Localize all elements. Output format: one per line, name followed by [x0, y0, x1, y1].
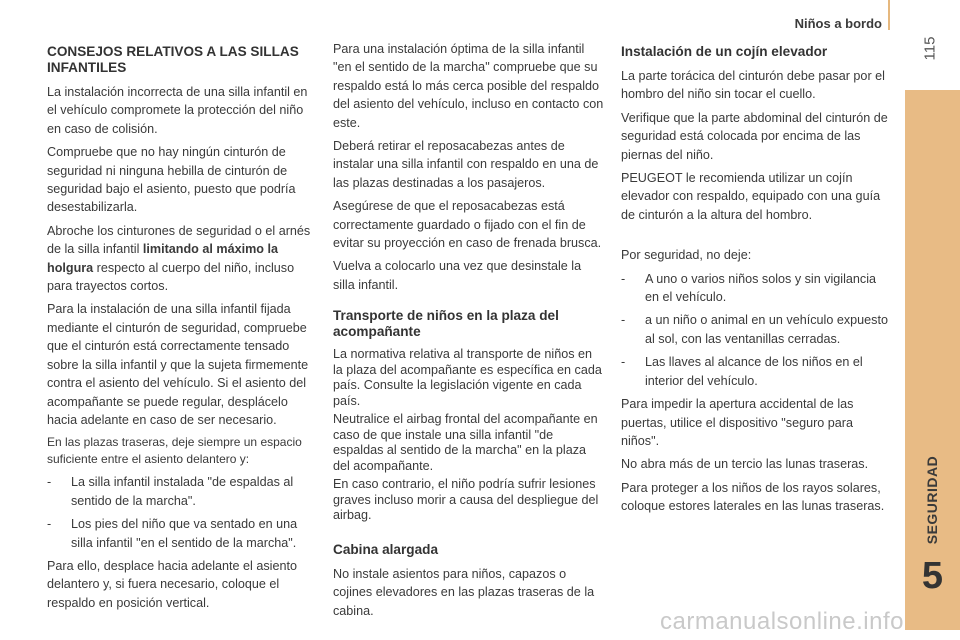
heading-extended-cab: Cabina alargada — [333, 541, 439, 557]
dash-bullet: - — [621, 355, 626, 370]
paragraph — [47, 222, 317, 296]
list-item-text: a un niño o animal en un vehículo expuesto al sol, con las ventanillas cerradas. — [645, 313, 888, 346]
paragraph: Asegúrese de que el reposacabezas está correctamente guardado o fijado con el fin de evitar su proyección en caso de frenada brusca. — [333, 199, 602, 251]
paragraph: Por seguridad, no deje: — [621, 248, 752, 263]
column-2 — [333, 40, 605, 625]
paragraph: Neutralice el airbag frontal del acompañante en caso de que instale una silla infantil "de espaldas al sentido de la marcha" en la plaza del acompañante. — [333, 412, 598, 473]
chapter-number: 5 — [921, 555, 944, 597]
paragraph: La parte torácica del cinturón debe pasar por el hombro del niño sin tocar el cuello. — [621, 69, 885, 102]
paragraph: La instalación incorrecta de una silla infantil en el vehículo compromete la protección del niño en caso de colisión. — [47, 85, 308, 136]
text-span: Abroche los cinturones de seguridad o el arnés de la silla infantil — [47, 223, 311, 257]
paragraph: En caso contrario, el niño podría sufrir lesiones graves incluso morir a causa del despliegue del airbag. — [333, 477, 599, 523]
list-item — [47, 515, 317, 552]
text-span: respecto al cuerpo del niño, incluso para trayectos cortos. — [47, 260, 295, 294]
paragraph: Para proteger a los niños de los rayos solares, coloque estores laterales en las lunas traseras. — [621, 480, 885, 514]
heading-child-seat-advice: CONSEJOS RELATIVOS A LAS SILLAS INFANTILES — [47, 44, 299, 75]
list-item — [621, 353, 893, 390]
paragraph: Vuelva a colocarlo una vez que desinstale la silla infantil. — [333, 259, 582, 292]
list-item — [47, 473, 317, 510]
column-3 — [621, 40, 893, 521]
page-number: 115 — [921, 36, 939, 61]
list-item-text: Los pies del niño que va sentado en una silla infantil "en el sentido de la marcha". — [71, 517, 298, 550]
paragraph: No instale asientos para niños, capazos o cojines elevadores en las plazas traseras de la cabina. — [333, 566, 595, 618]
list-item — [621, 270, 893, 307]
header-divider — [888, 0, 890, 30]
paragraph: Para ello, desplace hacia adelante el asiento delantero y, si fuera necesario, coloque el respaldo en posición vertical. — [47, 558, 297, 610]
section-title: Niños a bordo — [794, 16, 882, 31]
paragraph: Verifique que la parte abdominal del cinturón de seguridad está colocada por encima de las piernas del niño. — [621, 110, 888, 162]
paragraph: En las plazas traseras, deje siempre un espacio suficiente entre el asiento delantero y: — [47, 435, 302, 467]
column-1 — [47, 40, 317, 617]
bold-text: limitando al máximo la holgura — [47, 242, 278, 275]
list-item-text: A uno o varios niños solos y sin vigilancia en el vehículo. — [645, 271, 877, 305]
paragraph: PEUGEOT le recomienda utilizar un cojín elevador con respaldo, equipado con una guía de cinturón a la altura del hombro. — [621, 171, 881, 222]
paragraph: La normativa relativa al transporte de niños en la plaza del acompañante es específica en cada país. Consulte la legislación vigente en cada país. — [333, 347, 602, 408]
dash-bullet: - — [47, 517, 52, 532]
paragraph: Para una instalación óptima de la silla infantil "en el sentido de la marcha" compruebe que su respaldo está lo más cerca posible del respaldo del asiento del vehículo, incluso en contacto con este. — [333, 42, 604, 130]
dash-bullet: - — [621, 271, 626, 286]
paragraph: Deberá retirar el reposacabezas antes de instalar una silla infantil con respaldo en una de las plazas destinadas a los pasajeros. — [333, 139, 599, 190]
paragraph: Para la instalación de una silla infantil fijada mediante el cinturón de seguridad, compruebe que el cinturón está correctamente tensado sobre la silla infantil y que la sujeta firmemente contra el asiento del vehículo. Si el asiento del acompañante se puede regular, desplácelo hacia adelante en caso de ser necesario. — [47, 302, 309, 427]
watermark: carmanualsonline.info — [660, 608, 904, 635]
list-item-text: Las llaves al alcance de los niños en el interior del vehículo. — [645, 355, 863, 388]
list-item — [621, 311, 893, 348]
heading-passenger-seat: Transporte de niños en la plaza del acompañante — [333, 308, 559, 340]
list-item-text: La silla infantil instalada "de espaldas al sentido de la marcha". — [71, 475, 294, 508]
paragraph: Para impedir la apertura accidental de las puertas, utilice el dispositivo "seguro para niños". — [621, 397, 854, 448]
dash-bullet: - — [621, 313, 626, 328]
paragraph: Compruebe que no hay ningún cinturón de seguridad ni ninguna hebilla de cinturón de seguridad bajo el asiento, puesto que podría desestabilizarla. — [47, 145, 296, 215]
chapter-tab-label: SEGURIDAD — [924, 455, 940, 545]
paragraph: No abra más de un tercio las lunas traseras. — [621, 457, 869, 472]
heading-booster-cushion: Instalación de un cojín elevador — [621, 44, 828, 59]
dash-bullet: - — [47, 475, 52, 490]
chapter-tab — [905, 90, 960, 630]
